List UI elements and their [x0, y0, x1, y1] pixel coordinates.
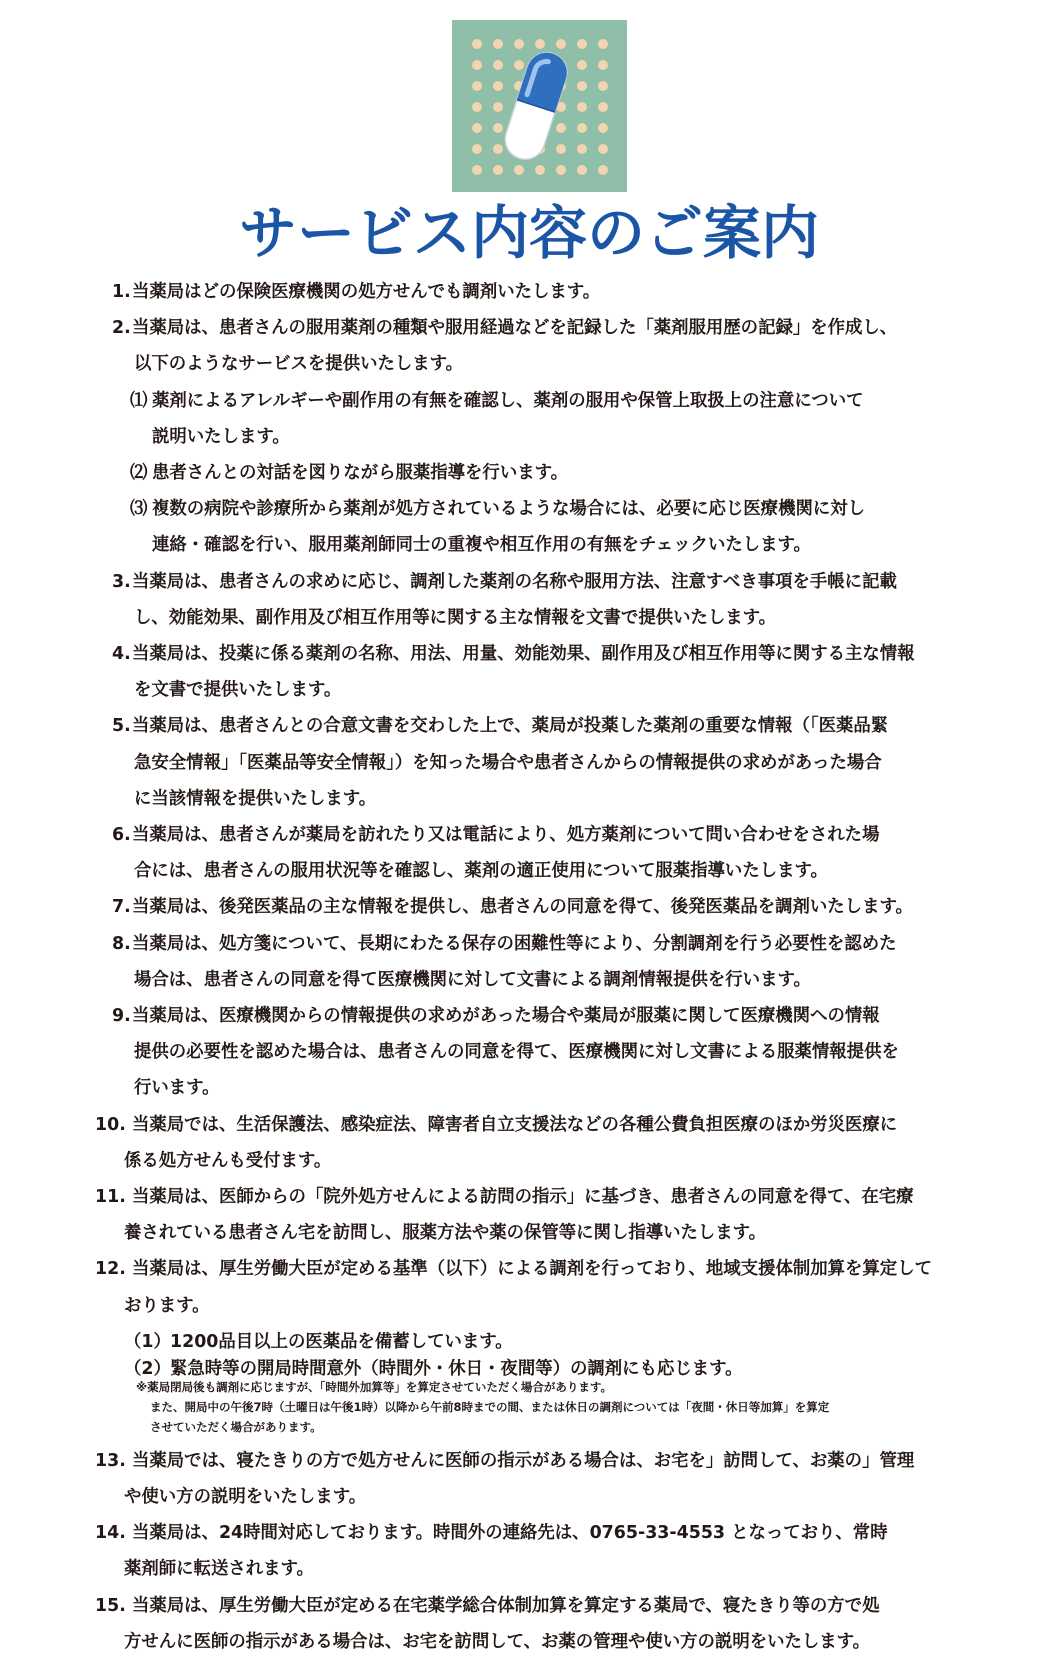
item-text-line: や使い方の説明をいたします。 [124, 1487, 367, 1507]
logo-dot [472, 39, 482, 49]
item-text-line: 方せんに医師の指示がある場合は、お宅を訪問して、お薬の管理や使い方の説明をいたします。 [124, 1631, 871, 1652]
item-number: 11. [95, 1187, 126, 1207]
logo-dot [472, 102, 482, 112]
subitem-text-line: 緊急時等の開局時間意外（時間外・休日・夜間等）の調剤にも応じます。 [170, 1359, 743, 1380]
item-text-line: 当薬局は、厚生労働大臣が定める基準（以下）による調剤を行っており、地域支援体制加算を算定して [132, 1259, 932, 1280]
item-text-line: 係る処方せんも受付ます。 [124, 1150, 332, 1171]
item-number: 5. [112, 716, 131, 737]
subitem-text-line: 説明いたします。 [152, 426, 290, 447]
item-text-line: 以下のようなサービスを提供いたします。 [134, 354, 464, 375]
item-number: 1. [112, 282, 131, 302]
item-number: 2. [112, 318, 131, 339]
page-title: サービス内容のご案内 [238, 199, 819, 267]
logo-dot [556, 165, 566, 175]
logo-dot [493, 39, 503, 49]
item-text-line: 当薬局は、医療機関からの情報提供の求めがあった場合や薬局が服薬に関して医療機関への情報 [132, 1006, 880, 1026]
logo-dot [472, 123, 482, 133]
item-text-line: 当薬局はどの保険医療機関の処方せんでも調剤いたします。 [132, 282, 601, 302]
logo-dot [598, 123, 608, 133]
logo-dot [514, 165, 524, 175]
item-text-line: 当薬局は、厚生労働大臣が定める在宅薬学総合体制加算を算定する薬局で、寝たきり等の方で処 [132, 1595, 880, 1616]
logo-dot [472, 81, 482, 91]
item-text-line: 当薬局は、患者さんが薬局を訪れたり又は電話により、処方薬剤について問い合わせをされた場 [132, 825, 880, 845]
item-text-line: に当該情報を提供いたします。 [134, 788, 377, 809]
item-number: 15. [95, 1595, 126, 1616]
note-line: ※薬局閉局後も調剤に応じますが、「時間外加算等」を算定させていただく場合があります。 [136, 1379, 613, 1394]
logo-dot [556, 123, 566, 133]
logo-dot [535, 165, 545, 175]
subitem-text-line: 複数の病院や診療所から薬剤が処方されているような場合には、必要に応じ医療機関に対し [152, 499, 866, 520]
item-text-line: 場合は、患者さんの同意を得て医療機関に対して文書による調剤情報提供を行います。 [134, 969, 811, 990]
logo-dot [493, 144, 503, 154]
logo-dot [577, 102, 587, 112]
item-text-line: 提供の必要性を認めた場合は、患者さんの同意を得て、医療機関に対し文書による服薬情報提供を [134, 1042, 899, 1063]
logo-dot [493, 165, 503, 175]
logo-dot [514, 60, 524, 70]
item-text-line: 合には、患者さんの服用状況等を確認し、薬剤の適正使用について服薬指導いたします。 [134, 861, 828, 882]
logo-dot [535, 39, 545, 49]
logo-dot [598, 39, 608, 49]
item-number: 10. [95, 1114, 126, 1135]
logo-dot [472, 144, 482, 154]
item-text-line: 当薬局は、患者さんとの合意文書を交わした上で、薬局が投薬した薬剤の重要な情報（「医薬品緊 [132, 716, 889, 737]
subitem-text-line: 患者さんとの対話を図りながら服薬指導を行います。 [152, 463, 568, 483]
item-text-line: 急安全情報」「医薬品等安全情報」）を知った場合や患者さんからの情報提供の求めがあった場合 [134, 752, 882, 773]
subitem-number: ⑴ [130, 390, 148, 411]
item-text-line: 当薬局は、患者さんの服用薬剤の種類や服用経過などを記録した「薬剤服用歴の記録」を作成し、 [132, 318, 898, 339]
item-text-line: 行います。 [134, 1078, 220, 1099]
logo-dot [577, 123, 587, 133]
item-text-line: 当薬局は、処方箋について、長期にわたる保存の困難性等により、分割調剤を行う必要性を認めた [132, 933, 897, 954]
item-number: 4. [112, 644, 131, 664]
logo-dot [556, 144, 566, 154]
note-line: また、開局中の午後7時（土曜日は午後1時）以降から午前8時までの間、または休日の調剤については「夜間・休日等加算」を算定 [150, 1399, 830, 1414]
item-number: 7. [112, 897, 131, 918]
item-text-line: 養されている患者さん宅を訪問し、服薬方法や薬の保管等に関し指導いたします。 [124, 1223, 767, 1244]
item-number: 13. [95, 1450, 126, 1471]
logo-dot [472, 60, 482, 70]
logo-dot [493, 81, 503, 91]
logo-dot [472, 165, 482, 175]
subitem-text-line: 連絡・確認を行い、服用薬剤師同士の重複や相互作用の有無をチェックいたします。 [152, 535, 811, 556]
item-text-line: 薬剤師に転送されます。 [124, 1559, 314, 1580]
subitem-text-line: 1200品目以上の医薬品を備蓄しています。 [170, 1331, 513, 1352]
capsule-logo [452, 20, 627, 192]
capsule-icon [452, 20, 627, 192]
item-text-line: 当薬局では、生活保護法、感染症法、障害者自立支援法などの各種公費負担医療のほか労災医療に [132, 1114, 898, 1135]
logo-dot [556, 39, 566, 49]
logo-dot [598, 60, 608, 70]
item-text-line: 当薬局は、医師からの「院外処方せんによる訪問の指示」に基づき、患者さんの同意を得て、在宅療 [132, 1187, 914, 1207]
logo-dot [598, 165, 608, 175]
logo-dot [598, 102, 608, 112]
subitem-number: ⑵ [130, 463, 148, 483]
item-text-line: を文書で提供いたします。 [134, 680, 342, 701]
item-number: 9. [112, 1006, 131, 1026]
item-number: 6. [112, 825, 131, 845]
item-text-line: 当薬局は、後発医薬品の主な情報を提供し、患者さんの同意を得て、後発医薬品を調剤いたします。 [132, 897, 913, 918]
item-number: 12. [95, 1259, 126, 1280]
subitem-text-line: 薬剤によるアレルギーや副作用の有無を確認し、薬剤の服用や保管上取扱上の注意について [152, 390, 864, 411]
note-line: させていただく場合があります。 [150, 1419, 322, 1434]
item-number: 14. [95, 1523, 126, 1544]
logo-dot [598, 81, 608, 91]
subitem-number: （2） [124, 1359, 171, 1380]
subitem-number: ⑶ [130, 499, 148, 520]
logo-dot [577, 81, 587, 91]
logo-dot [493, 60, 503, 70]
item-text-line: し、効能効果、副作用及び相互作用等に関する主な情報を文書で提供いたします。 [134, 607, 777, 628]
item-number: 3. [112, 571, 131, 592]
logo-dot [514, 39, 524, 49]
item-number: 8. [112, 933, 131, 954]
item-text-line: 当薬局は、投薬に係る薬剤の名称、用法、用量、効能効果、副作用及び相互作用等に関する主な情報 [132, 644, 915, 664]
logo-dot [493, 123, 503, 133]
logo-dot [577, 39, 587, 49]
item-text-line: 当薬局では、寝たきりの方で処方せんに医師の指示がある場合は、お宅を」訪問して、お薬の」管理 [132, 1450, 915, 1471]
logo-dot [577, 144, 587, 154]
logo-dot [493, 102, 503, 112]
item-text-line: 当薬局は、24時間対応しております。時間外の連絡先は、0765-33-4553 となっており、常時 [132, 1523, 888, 1544]
item-text-line: 当薬局は、患者さんの求めに応じ、調剤した薬剤の名称や服用方法、注意すべき事項を手帳に記載 [132, 571, 897, 592]
subitem-number: （1） [124, 1331, 171, 1352]
logo-dot [577, 165, 587, 175]
logo-dot [598, 144, 608, 154]
logo-dot [577, 60, 587, 70]
item-text-line: おります。 [124, 1295, 210, 1316]
